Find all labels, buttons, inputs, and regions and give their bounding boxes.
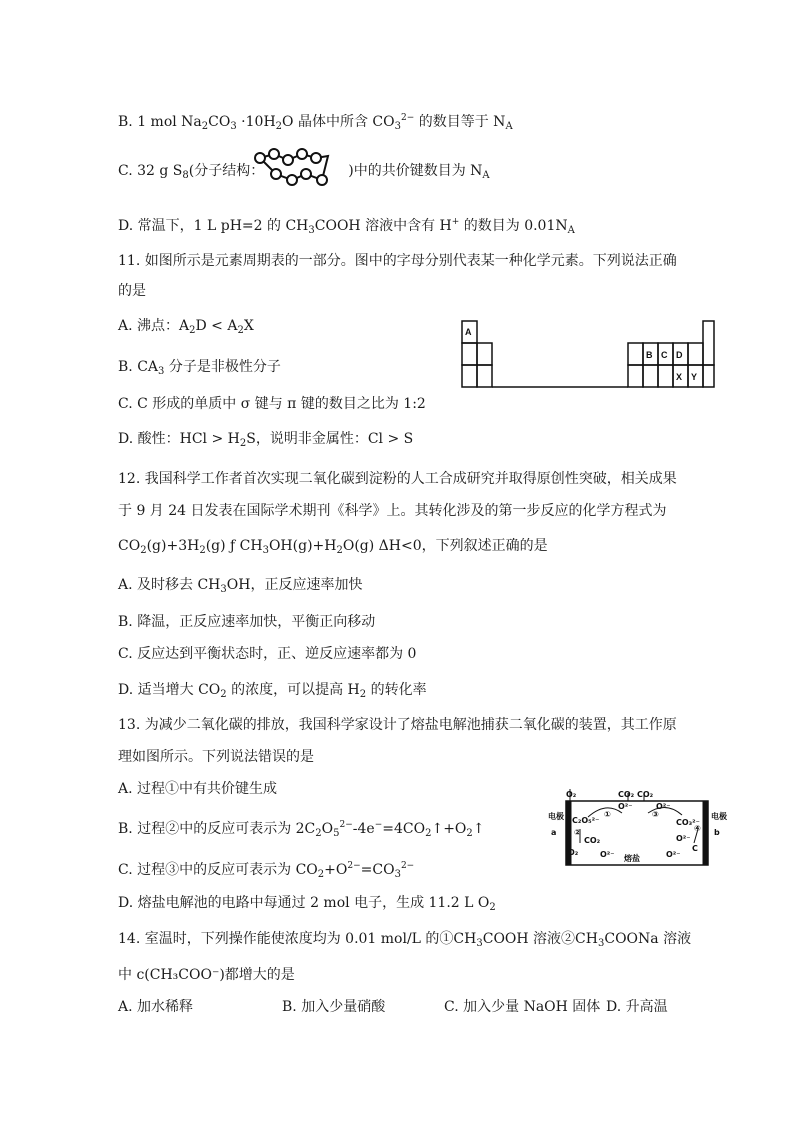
q13-option-a: A. 过程①中有共价键生成	[118, 781, 278, 797]
q14-option-b: B. 加入少量硝酸	[282, 999, 386, 1015]
q10-option-c: C. 32 g $S_8$(分子结构： )中的共价键数目为 $N_A$	[118, 163, 490, 181]
diagram-circle-1: ①	[604, 810, 611, 819]
q14-stem-line1: 14. 室温时，下列操作能使浓度均为 0.01 mol/L 的$①CH_3COOH$ 溶液$②CH_3COONa$ 溶液	[118, 931, 692, 949]
diagram-o2m-5: O²⁻	[666, 850, 681, 859]
q13-stem-line1: 13. 为减少二氧化碳的排放，我国科学家设计了熔盐电解池捕获二氧化碳的装置，其工作原	[118, 717, 677, 733]
diagram-circle-4: ④	[694, 824, 701, 833]
diagram-o2m-4: O²⁻	[676, 834, 691, 843]
s8-ring-structure	[252, 146, 336, 190]
diagram-o2m-3: O²⁻	[656, 802, 671, 811]
q13-option-d: D. 熔盐电解池的电路中每通过 2 mol 电子，生成 11.2 L $O_2$	[118, 895, 496, 913]
periodic-table-fragment	[461, 320, 715, 390]
q11-option-c: C. C 形成的单质中 σ 键与 π 键的数目之比为 1:2	[118, 396, 426, 412]
diagram-co2: CO₂	[584, 836, 601, 845]
diagram-o2m-2: O²⁻	[600, 850, 615, 859]
q10-option-d: D. 常温下，1 L pH=2 的 $CH_3COOH$ 溶液中含有 H+ 的数目为 $0.01N_A$	[118, 217, 575, 236]
diagram-o2m-1: O²⁻	[618, 802, 633, 811]
element-y-label: Y	[691, 372, 698, 382]
diagram-circle-3: ③	[652, 810, 659, 819]
q12-stem-line2: 于 9 月 24 日发表在国际学术期刊《科学》上。其转化涉及的第一步反应的化学方程式为	[118, 503, 667, 519]
q12-stem-line1: 12. 我国科学工作者首次实现二氧化碳到淀粉的人工合成研究并取得原创性突破，相关成果	[118, 471, 677, 487]
q13-option-c: C. 过程③中的反应可表示为 $CO_2+O^{2-}=CO_3^{2-}$	[118, 861, 415, 880]
q12-option-c: C. 反应达到平衡状态时，正、逆反应速率都为 0	[118, 646, 417, 662]
element-x-label: X	[676, 372, 683, 382]
diagram-right-label: b	[714, 828, 720, 837]
q11-stem-line1: 11. 如图所示是元素周期表的一部分。图中的字母分别代表某一种化学元素。下列说法正确	[118, 253, 677, 269]
q13-option-b: B. 过程②中的反应可表示为 $2C_2O_5^{2-}-4e^-=4CO_2↑+O_2↑$	[118, 820, 485, 839]
diagram-circle-2: ②	[574, 828, 581, 837]
q12-option-b: B. 降温，正反应速率加快，平衡正向移动	[118, 614, 376, 630]
q14-option-d: D. 升高温	[606, 999, 668, 1015]
diagram-left-label: a	[551, 828, 557, 837]
diagram-c: C	[692, 844, 698, 853]
element-c-label: C	[661, 350, 668, 360]
diagram-co2-top: CO₂ CO₂	[618, 790, 654, 799]
diagram-co3: CO₃²⁻	[676, 818, 700, 827]
q11-option-a: A. 沸点：$A_2D < A_2X$	[118, 318, 254, 336]
q12-option-d: D. 适当增大 $CO_2$ 的浓度，可以提高 $H_2$ 的转化率	[118, 682, 427, 700]
diagram-molten-salt: 熔盐	[624, 854, 640, 863]
element-a-label: A	[465, 327, 472, 337]
q10-option-b: B. 1 mol $Na_2CO_3 \cdot 10H_2O$ 晶体中所含 $CO_3^{2-}$ 的数目等于 $N_A$	[118, 113, 513, 132]
q14-stem-line2: 中 c(CH₃COO⁻)都增大的是	[118, 967, 295, 983]
q11-option-d: D. 酸性：HCl > $H_2S$，说明非金属性：Cl > S	[118, 431, 414, 449]
q13-stem-line2: 理如图所示。下列说法错误的是	[118, 749, 314, 765]
element-d-label: D	[676, 350, 683, 360]
diagram-c2o5: C₂O₅²⁻	[572, 816, 600, 825]
diagram-right-electrode: 电极	[711, 812, 727, 821]
molten-salt-electrolysis-diagram	[548, 789, 727, 869]
q11-stem-line2: 的是	[118, 283, 146, 299]
q14-option-c: C. 加入少量 NaOH 固体	[444, 999, 601, 1015]
diagram-o2-top: O₂	[566, 790, 577, 799]
q12-equation: $CO_2(g)+3H_2(g)$ ƒ $CH_3OH(g)+H_2O(g)$ ΔH<0，下列叙述正确的是	[118, 538, 548, 556]
q12-option-a: A. 及时移去 $CH_3OH$，正反应速率加快	[118, 577, 363, 595]
q14-option-a: A. 加水稀释	[118, 999, 194, 1015]
element-b-label: B	[646, 350, 653, 360]
diagram-left-electrode: 电极	[548, 812, 564, 821]
q11-option-b: B. $CA_3$ 分子是非极性分子	[118, 359, 281, 377]
diagram-o2-bottom: O₂	[568, 848, 579, 857]
